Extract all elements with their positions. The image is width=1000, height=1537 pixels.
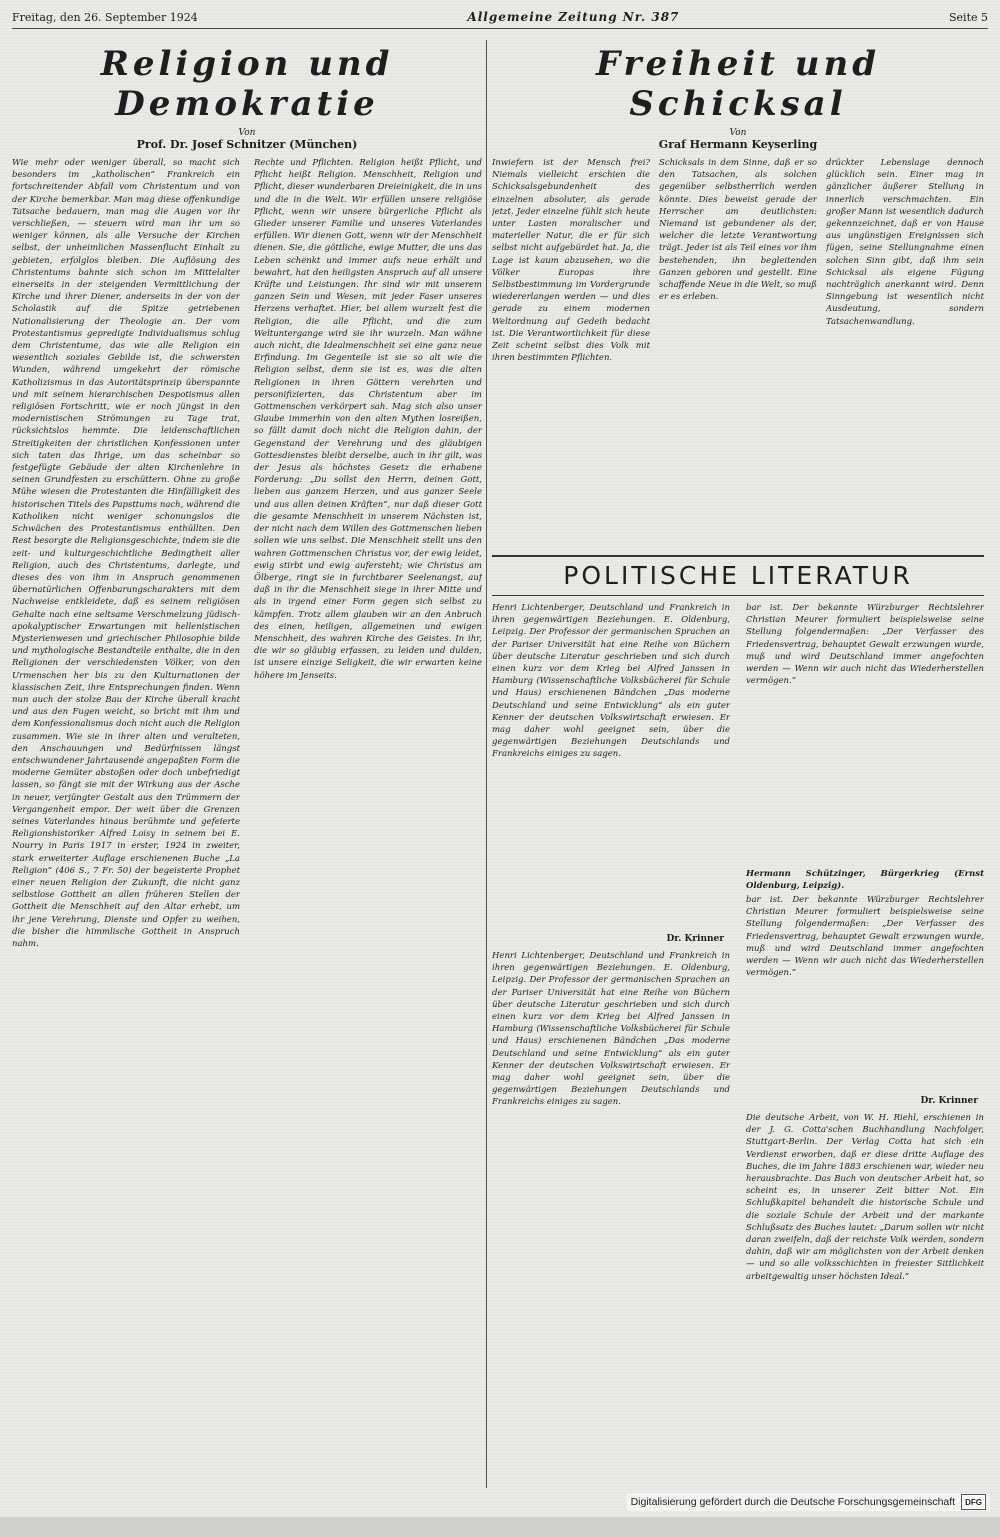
column-divider — [486, 40, 487, 1488]
article-column-2 — [254, 157, 482, 1537]
page-number: Seite 5 — [949, 10, 988, 24]
literatur-column-1 — [492, 602, 730, 1510]
byline-author: Graf Hermann Keyserling — [658, 138, 818, 151]
article-text: Schicksals in dem Sinne, daß er so den Tatsachen, als solchen gegenüber selbstherrlich werden könnte. Dies beweist gerade der Herrscher am deutlichsten: Niemand ist gebundener als der, welcher die letzte Verantwortung trägt. Jeder ist als Teil eines vor ihm bestehenden, ihn begleitenden Ganzen geboren und gestellt. Eine schaffende Neue in die Welt, so muß er es erleben. — [659, 158, 817, 303]
review-text-continued: Henri Lichtenberger, Deutschland und Frankreich in ihren gegenwärtigen Beziehungen. E. Oldenburg, Leipzig. Der Professor der germanischen Sprachen an der Pariser Universität hat eine Reihe von Büchern über deutsche Literatur geschrieben und sich durch einen kurz vor dem Krieg bei Alfred Janssen in Hamburg (Wissenschaftliche Volksbücherei für Schule und Haus) erschienenen Bändchen „Das moderne Deutschland und seine Entwicklung“ als ein guter Kenner der deutschen Volkswirtschaft erwiesen. Er mag daher wohl geeignet sein, über die gegenwärtigen Beziehungen Deutschlands und Frankreichs einiges zu sagen. — [492, 951, 730, 1108]
byline-author: Prof. Dr. Josef Schnitzer (München) — [136, 138, 358, 151]
article-column-2 — [659, 157, 817, 547]
article-title: Freiheit und Schicksal — [595, 44, 881, 124]
article-religion — [12, 40, 482, 1537]
article-title: Religion und Demokratie — [100, 44, 394, 124]
article-column-1 — [12, 157, 240, 1537]
digitization-footer — [627, 1493, 990, 1511]
byline-von: Von — [238, 128, 256, 138]
review-heading: Hermann Schützinger, Bürgerkrieg (Ernst Oldenburg, Leipzig). — [746, 869, 984, 892]
literatur-column-2 — [746, 602, 984, 1510]
article-text: drückter Lebenslage dennoch glücklich sein. Einer mag in gänzlicher äußerer Stellung in innerlich verschmachten. Ein großer Mann ist wesentlich dadurch gekennzeichnet, daß er von Hause aus ungünstigen Ereignissen sich fügen, seine Stellungnahme einen solchen Sinn gibt, daß ihm sein Schicksal als eigene Fügung nachträglich anerkannt wird. Denn Sinngebung ist wesentlich nicht Ausdeutung, sondern Tatsachenwandlung. — [826, 158, 984, 327]
review-signature: Dr. Krinner — [920, 1096, 978, 1106]
review-text: Henri Lichtenberger, Deutschland und Frankreich in ihren gegenwärtigen Beziehungen. E. Oldenburg, Leipzig. Der Professor der germanischen Sprachen an der Pariser Universität hat eine Reihe von Büchern über deutsche Literatur geschrieben und sich durch einen kurz vor dem Krieg bei Alfred Janssen in Hamburg (Wissenschaftliche Volksbücherei für Schule und Haus) erschienenen Bändchen „Das moderne Deutschland und seine Entwicklung“ als ein guter Kenner der deutschen Volkswirtschaft erwiesen. Er mag daher wohl geeignet sein, über die gegenwärtigen Beziehungen Deutschlands und Frankreichs einiges zu sagen. — [492, 603, 730, 760]
review-text: Die deutsche Arbeit, von W. H. Riehl, erschienen in der J. G. Cotta'schen Buchhandlung Nachfolger, Stuttgart-Berlin. Der Verlag Cotta hat sich ein Verdienst erworben, daß er diese dritte Auflage des Buches, die im Jahre 1883 erschienen war, wieder neu herausbrachte. Das Buch von deutscher Arbeit hat, so scheint es, in unserer Zeit bitter Not. Ein Schlußkapitel behandelt die historische Schule und die soziale Schule der Arbeit und der markante Schlußsatz des Buches lautet: „Darum sollen wir nicht daran zweifeln, daß der reichste Volk werden, sondern dahin, daß wir am möglichsten von der Arbeit denken — und so alle volksschichten in freiester Sittlichkeit arbeitgewaltig unser höchsten Ideal.“ — [746, 1113, 984, 1282]
section-title-literatur: POLITISCHE LITERATUR — [492, 555, 984, 596]
article-freiheit — [492, 40, 984, 1510]
paper-name: Allgemeine Zeitung Nr. 387 — [467, 10, 680, 24]
masthead — [12, 6, 988, 29]
review-text: bar ist. Der bekannte Würzburger Rechtslehrer Christian Meurer formuliert beispielsweise seine Stellung folgendermaßen: „Der Verfasser des Friedensvertrag, behauptet Gewalt erzwungen wurde, muß und wird Deutschland immer angefochten werden — Wenn wir auch nicht das Wiederherstellen vermögen.“ — [746, 603, 984, 687]
article-column-1 — [492, 157, 650, 547]
review-signature: Dr. Krinner — [666, 934, 724, 944]
article-columns — [12, 157, 482, 1537]
article-column-3 — [826, 157, 984, 547]
literatur-columns — [492, 602, 984, 1510]
review-text: bar ist. Der bekannte Würzburger Rechtslehrer Christian Meurer formuliert beispielsweise seine Stellung folgendermaßen: „Der Verfasser des Friedensvertrag, behauptet Gewalt erzwungen wurde, muß und wird Deutschland immer angefochten werden — Wenn wir auch nicht das Wiederherstellen vermögen.“ — [746, 895, 984, 979]
article-columns — [492, 157, 984, 547]
dfg-logo-icon: DFG — [961, 1494, 986, 1510]
footer-text: Digitalisierung gefördert durch die Deutsche Forschungsgemeinschaft — [630, 1496, 956, 1508]
article-text: Inwiefern ist der Mensch frei? Niemals vielleicht erschien die Schicksalsgebundenheit des einzelnen absoluter, als gerade jetzt. Jeder einzelne fühlt sich heute unter Lasten moralischer und materieller Natur, die er für sich selbst nicht aufgebürdet hat. Ja, die Lage ist kaum abzusehen, wo die Völker Europas ihre Selbstbestimmung im Vordergrunde wiedererlangen werden — und dies gerade zu einem modernen Weltordnung auf Gedeih bedacht ist. Die Verantwortlichkeit für diese Zeit scheint selbst dies Volk mit ihren bestimmten Pflichten. — [492, 158, 650, 364]
article-text: Rechte und Pflichten. Religion heißt Pflicht, und Pflicht heißt Religion. Menschheit, Religion und Pflicht, dieser wunderbaren Dreieinigkeit, die in uns und die in die Welt. Wir erfüllen unsere religiöse Pflicht, wenn wir unsere bürgerliche Pflicht als Glieder unserer Familie und unseres Vaterlandes erfüllen. Wir dienen Gott, wenn wir der Menschheit dienen. Sie, die göttliche, ewige Mutter, die uns das Leben schenkt und immer aufs neue erhält und bewahrt, hat den heiligsten Anspruch auf all unsere Kräfte und Leistungen. Ihr sind wir mit unserem ganzen Sein und Wesen, mit jeder Faser unseres Herzens verhaftet. Hier, bei allem wurzelt fest die Religion, die alle Pflicht, und die zum Weltuntergange wird sie ihr wurzeln. Man wähne auch nicht, die Idealmenschheit sei eine ganz neue Erfindung. Im Gegenteile ist sie so alt wie die Religion selbst, denn sie ist es, was die alten Religionen in ihren Göttern verehrten und personifizierten, das Christentum aber im Gottmenschen verkörpert sah. Mag sich also unser Glaube immerhin von den alten Mythen losreißen, so fällt damit doch nicht die Religion dahin, der Gegenstand der Verehrung und des gläubigen Gottesdienstes bleibt derselbe, auch in ihr gilt, was der Jesus als höchstes Gesetz die erhabene Forderung: „Du sollst den Herrn, deinen Gott, lieben aus ganzem Herzen, und aus ganzer Seele und aus allen deinen Kräften“, nur daß dieser Gott die gesamte Menschheit in unserem Nächsten ist, der nicht nach dem Willen des Gottmenschen lieben sollen wie uns selbst. Die Menschheit stellt uns den wahren Gottmenschen Christus vor, der ewig leidet, ewig stirbt und ewig aufersteht; wie Christus am Ölberge, ringt sie in furchtbarer Seelenangst, auf daß in ihr die Menschheit siege in ihrer Mitte und als in irgend einer Form gegen sich selbst zu kämpfen. Trotz allem glauben wir an den Anbruch des einen, heiligen, allgemeinen und ewigen Menschheit, des wahren Kirche des Geistes. In ihr, die wir so gläubig erfassen, zu leiden und dulden, ist unsere einzige Seligkeit, die wir erwarten keine höhere im Jenseits. — [254, 158, 482, 681]
issue-date: Freitag, den 26. September 1924 — [12, 10, 198, 24]
byline-von: Von — [729, 128, 747, 138]
article-text: Wie mehr oder weniger überall, so macht sich besonders im „katholischen“ Frankreich ein fortschreitender Abfall vom Christentum und von der Kirche bemerkbar. Man mag diese offenkundige Tatsache bedauern, man mag die Augen vor ihr verschließen, — steuern wird man ihr um so weniger können, als alle Versuche der Kirchen selbst, der unheimlichen Massenflucht Einhalt zu gebieten, erfolglos bleiben. Die Auflösung des Christentums bahnte sich schon im Mittelalter einerseits in der steigenden Vermittlichung der Kirche und ihrer Diener, anderseits in der von der Scholastik auf die Spitze getriebenen Nationalisierung der Theologie an. Der vom Protestantismus gepredigte Individualismus schlug dem Christentume, das wie alle Religion ein wesentlich soziales Gebilde ist, die schwersten Wunden, während umgekehrt der römische Katholizismus in das Autoritätsprinzip überspannte und mit seinem hierarchischen Despotismus allen religiösen Fortschritt, wie er noch jüngst in den modernistischen Strömungen zu Tage trat, rücksichtslos hemmte. Die leidenschaftlichen Streitigkeiten der christlichen Konfessionen unter sich taten das Ihrige, um das scheinbar so festgefügte Gebäude der alten Kirchenlehre in seinen Grundfesten zu erschüttern. Ohne zu große Mühe wiesen die Protestanten die Hinfälligkeit des historischen Titels des Papsttums nach, während die Katholiken nicht weniger schonungslos die Schwächen des Protestantismus enthüllten. Den Rest besorgte die Religionsgeschichte, indem sie die zeit- und kulturgeschichtliche Bedingtheit aller Religion, auch des Christentums, darlegte, und dieses des von ihm in Anspruch genommenen übernatürlichen Offenbarungscharakters mit dem Nachweise entkleidete, daß es seinem religiösen Gehalte nach eine seltsame Verschmelzung jüdisch-apokalyptischer Erwartungen mit hellenistischen Mysterienwesen und griechischer Philosophie bilde und mythologische Bestandteile enthalte, die in den Religionen der verschiedensten Völker, von den Urmenschen her bis zu den Kulturnationen der klassischen Zeit, ihre Entsprechungen finden. Wenn nun auch der stolze Bau der Kirche überall kracht und aus den Fugen weicht, so bricht mit ihm und dem Konfessionalismus doch nicht auch die Religion zusammen. Wie sie in ihrer alten und veralteten, den Anschauungen und Bedürfnissen längst entschwundener Jahrtausende angepaßten Form die moderne Gemüter abstoßen oder doch unbefriedigt lassen, so fängt sie mit der Wirkung aus der Asche in neuer, verjüngter Gestalt aus den Trümmern der Vergangenheit empor. Der weit über die Grenzen seines Vaterlandes hinaus berühmte und gefeierte Religionshistoriker Alfred Loisy in seinem bei E. Nourry in Paris 1917 in erster, 1924 in zweiter, stark erweiterter Auflage erschienenen Buche „La Religion“ (406 S., 7 Fr. 50) der begeisterte Prophet einer neuen Religion der Zukunft, die nicht ganz selbstlose Gottheit an allen früheren Stellen der Gottheit die Menschheit auf den Altar erhebt, um ihr jene Verehrung, Dienste und Opfer zu weihen, die bisher die himmlische Gottheit in Anspruch nahm. — [12, 158, 240, 949]
